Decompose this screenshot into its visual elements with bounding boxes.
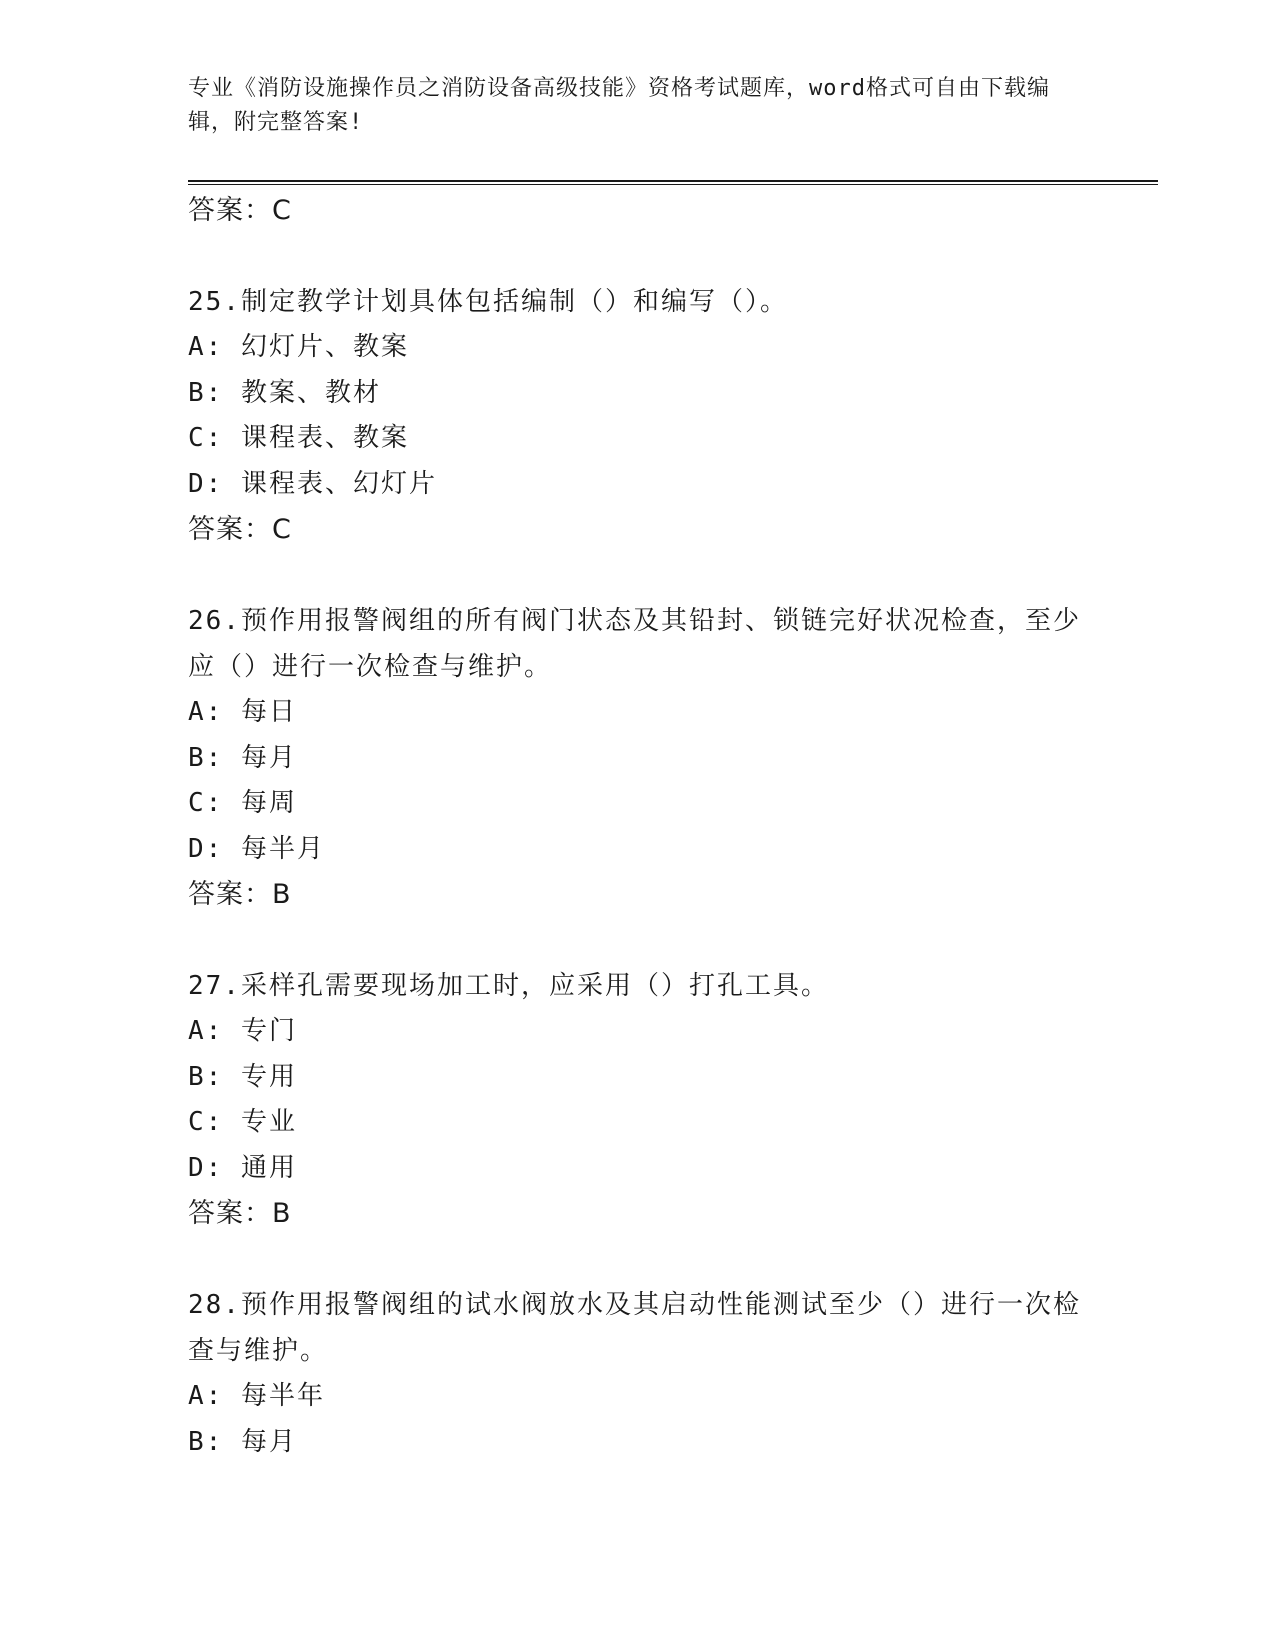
option-c: C: 课程表、教案 xyxy=(188,423,409,453)
question-block-27 xyxy=(188,963,1088,1237)
option-a: A: 每日 xyxy=(188,697,297,727)
option-c: C: 每周 xyxy=(188,788,297,818)
header-divider-thin-line xyxy=(188,184,1158,185)
option-d: D: 通用 xyxy=(188,1152,297,1183)
option-d: D: 每半月 xyxy=(188,833,325,864)
question-block-25 xyxy=(188,279,1088,553)
question-stem: 25.制定教学计划具体包括编制（）和编写（）。 xyxy=(188,287,788,317)
question-stem: 26.预作用报警阀组的所有阀门状态及其铅封、锁链完好状况检查，至少应（）进行一次检查与维护。 xyxy=(188,606,1081,682)
option-b: B: 教案、教材 xyxy=(188,377,381,408)
question-answer: 答案：B xyxy=(188,1198,292,1229)
question-stem: 28.预作用报警阀组的试水阀放水及其启动性能测试至少（）进行一次检查与维护。 xyxy=(188,1290,1081,1366)
question-list xyxy=(188,188,1088,1465)
option-b: B: 每月 xyxy=(188,742,297,773)
header-divider xyxy=(188,180,1158,186)
question-answer: 答案：B xyxy=(188,879,292,910)
option-b: B: 每月 xyxy=(188,1426,297,1457)
question-answer: 答案：C xyxy=(188,514,292,545)
option-c: C: 专业 xyxy=(188,1107,297,1137)
question-stem: 27.采样孔需要现场加工时，应采用（）打孔工具。 xyxy=(188,971,829,1001)
header-divider-thick-line xyxy=(188,180,1158,182)
question-block-26 xyxy=(188,598,1088,918)
document-header: 专业《消防设施操作员之消防设备高级技能》资格考试题库，word格式可自由下载编辑，附完整答案! xyxy=(188,76,1050,135)
previous-answer: 答案：C xyxy=(188,195,292,226)
option-d: D: 课程表、幻灯片 xyxy=(188,468,437,499)
option-a: A: 每半年 xyxy=(188,1381,325,1411)
question-block-28 xyxy=(188,1282,1088,1465)
option-a: A: 幻灯片、教案 xyxy=(188,332,409,362)
option-b: B: 专用 xyxy=(188,1061,297,1092)
option-a: A: 专门 xyxy=(188,1016,297,1046)
